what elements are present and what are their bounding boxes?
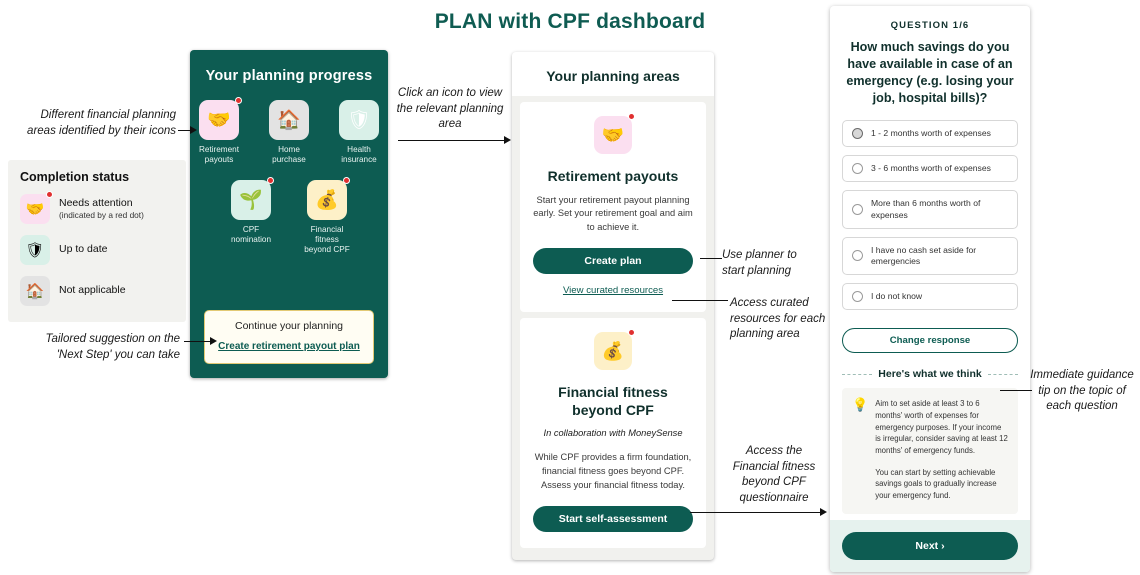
start-self-assessment-button[interactable]: Start self-assessment bbox=[533, 506, 693, 532]
cpf-nomination-glyph: 🌱 bbox=[239, 189, 263, 211]
questionnaire-footer bbox=[830, 520, 1030, 572]
financial-fitness-icon bbox=[594, 332, 632, 370]
retirement-payouts-icon bbox=[20, 194, 50, 224]
connector-line bbox=[1000, 390, 1032, 391]
questionnaire-panel bbox=[830, 6, 1030, 572]
retirement-payouts-card bbox=[520, 102, 706, 312]
alert-dot bbox=[46, 191, 53, 198]
connector-line bbox=[672, 300, 728, 301]
retirement-payouts-icon[interactable] bbox=[199, 100, 239, 140]
planning-icon-row-2 bbox=[190, 180, 388, 256]
planning-icon-retirement-payouts[interactable] bbox=[193, 100, 245, 166]
planning-areas-panel bbox=[512, 52, 714, 560]
legend-sub-text: (indicated by a red dot) bbox=[59, 210, 144, 221]
create-plan-button[interactable]: Create plan bbox=[533, 248, 693, 274]
next-step-card bbox=[204, 310, 374, 364]
health-insurance-glyph: 🛡 bbox=[346, 110, 372, 131]
health-insurance-icon bbox=[20, 235, 50, 265]
planning-icon-label: Retirement payouts bbox=[198, 145, 240, 165]
divider-left bbox=[842, 374, 872, 375]
planning-icon-label: CPF nomination bbox=[230, 224, 272, 244]
answer-option[interactable] bbox=[842, 237, 1018, 275]
change-response-button[interactable]: Change response bbox=[842, 328, 1018, 353]
planning-icon-label: Home purchase bbox=[272, 145, 306, 165]
next-button[interactable]: Next › bbox=[842, 532, 1018, 560]
cpf-nomination-icon[interactable] bbox=[231, 180, 271, 220]
connector-line bbox=[184, 341, 212, 342]
answer-option-label: 3 - 6 months worth of expenses bbox=[871, 163, 991, 174]
planning-icon-label: Health insurance bbox=[341, 145, 377, 165]
completion-status-legend bbox=[8, 160, 186, 322]
answer-option-label: 1 - 2 months worth of expenses bbox=[871, 128, 991, 138]
connector-line bbox=[398, 140, 508, 141]
guidance-tip-paragraph: Aim to set aside at least 3 to 6 months' worth of expenses for emergency purposes. If your income is irregular, consider saving at least 12 months' of emergency funds. bbox=[875, 399, 1008, 455]
answer-options bbox=[830, 107, 1030, 322]
legend-glyph: 🛡 bbox=[25, 242, 45, 259]
guidance-tip bbox=[842, 388, 1018, 514]
planning-areas-title: Your planning areas bbox=[512, 52, 714, 96]
answer-option[interactable] bbox=[842, 155, 1018, 182]
financial-fitness-icon[interactable] bbox=[307, 180, 347, 220]
planning-icon-home-purchase[interactable] bbox=[263, 100, 315, 166]
financial-fitness-glyph: 💰 bbox=[601, 340, 625, 361]
legend-label bbox=[59, 284, 126, 298]
question-text: How much savings do you have available in case of an emergency (e.g. losing your job, hospital bills)? bbox=[846, 40, 1014, 105]
legend-label bbox=[59, 197, 144, 221]
retirement-payouts-glyph: 🤝 bbox=[601, 124, 625, 145]
page-title: PLAN with CPF dashboard bbox=[434, 10, 706, 33]
alert-dot bbox=[267, 177, 274, 184]
arrow-head bbox=[504, 136, 511, 144]
heres-what-we-think-header bbox=[842, 368, 1018, 380]
legend-glyph: 🏠 bbox=[25, 283, 45, 300]
radio-icon[interactable] bbox=[852, 163, 863, 174]
annotation-use-planner-note: Use planner to start planning bbox=[722, 249, 797, 277]
radio-icon[interactable] bbox=[852, 291, 863, 302]
radio-icon[interactable] bbox=[852, 204, 863, 215]
card-heading: Financial fitness beyond CPF bbox=[558, 384, 668, 418]
radio-icon[interactable] bbox=[852, 128, 863, 139]
answer-option-label: More than 6 months worth of expenses bbox=[871, 198, 981, 220]
legend-item-needs-attention bbox=[20, 194, 174, 224]
view-curated-resources-link[interactable]: View curated resources bbox=[562, 285, 664, 297]
annotation-icons-note: Different financial planning areas identified by their icons bbox=[27, 109, 176, 137]
planning-progress-title: Your planning progress bbox=[205, 68, 373, 84]
next-step-title: Continue your planning bbox=[235, 320, 343, 332]
arrow-head bbox=[190, 126, 197, 134]
card-collab-note: In collaboration with MoneySense bbox=[543, 428, 683, 439]
planning-progress-panel bbox=[190, 50, 388, 378]
answer-option-label: I do not know bbox=[871, 291, 923, 302]
health-insurance-icon[interactable] bbox=[339, 100, 379, 140]
alert-dot bbox=[628, 113, 635, 120]
alert-dot bbox=[235, 97, 242, 104]
create-retirement-payout-plan-link[interactable]: Create retirement payout plan bbox=[218, 341, 360, 352]
annotation-guidance-note: Immediate guidance tip on the topic of each question bbox=[1030, 369, 1134, 413]
home-purchase-icon[interactable] bbox=[269, 100, 309, 140]
connector-line bbox=[690, 512, 824, 513]
card-body: While CPF provides a firm foundation, financial fitness goes beyond CPF. Assess your financial fitness today. bbox=[534, 452, 692, 491]
annotation-curated-note: Access curated resources for each planning area bbox=[730, 297, 826, 341]
radio-icon[interactable] bbox=[852, 250, 863, 261]
retirement-payouts-icon bbox=[594, 116, 632, 154]
planning-icon-financial-fitness[interactable] bbox=[301, 180, 353, 256]
question-counter: QUESTION 1/6 bbox=[890, 20, 970, 31]
annotation-click-icon-note: Click an icon to view the relevant planning area bbox=[396, 87, 504, 131]
financial-fitness-card bbox=[520, 318, 706, 548]
answer-option[interactable] bbox=[842, 283, 1018, 310]
answer-option[interactable] bbox=[842, 120, 1018, 147]
legend-item-up-to-date bbox=[20, 235, 174, 265]
legend-label-text: Up to date bbox=[59, 243, 108, 256]
card-body: Start your retirement payout planning early. Set your retirement goal and aim to achieve it. bbox=[533, 194, 693, 233]
answer-option-label: I have no cash set aside for emergencies bbox=[871, 244, 977, 266]
planning-icon-row-1 bbox=[190, 100, 388, 166]
legend-label bbox=[59, 243, 107, 257]
alert-dot bbox=[628, 329, 635, 336]
divider-right bbox=[988, 374, 1018, 375]
planning-icon-health-insurance[interactable] bbox=[333, 100, 385, 166]
annotation-next-step-note: Tailored suggestion on the 'Next Step' you can take bbox=[45, 333, 180, 361]
legend-label-text: Needs attention bbox=[59, 196, 133, 209]
annotation-financial-fitness-note: Access the Financial fitness beyond CPF questionnaire bbox=[732, 445, 816, 504]
arrow-head bbox=[820, 508, 827, 516]
financial-fitness-glyph: 💰 bbox=[315, 189, 339, 211]
legend-label-text: Not applicable bbox=[59, 284, 126, 297]
arrow-head bbox=[210, 337, 217, 345]
lightbulb-icon: 💡 bbox=[852, 397, 869, 413]
answer-option[interactable] bbox=[842, 190, 1018, 228]
legend-glyph: 🤝 bbox=[25, 201, 45, 218]
planning-icon-label: Financial fitness beyond CPF bbox=[304, 224, 350, 254]
retirement-payouts-glyph: 🤝 bbox=[207, 110, 231, 131]
connector-line bbox=[700, 258, 722, 259]
think-header-label: Here's what we think bbox=[878, 368, 982, 381]
legend-item-not-applicable bbox=[20, 276, 174, 306]
card-heading: Retirement payouts bbox=[547, 168, 679, 184]
planning-icon-cpf-nomination[interactable] bbox=[225, 180, 277, 256]
guidance-tip-paragraph: You can start by setting achievable savings goals to gradually increase your emergency fund. bbox=[875, 467, 997, 501]
alert-dot bbox=[343, 177, 350, 184]
home-purchase-glyph: 🏠 bbox=[277, 110, 301, 131]
home-purchase-icon bbox=[20, 276, 50, 306]
legend-title: Completion status bbox=[20, 170, 130, 184]
guidance-tip-body bbox=[875, 398, 1008, 502]
